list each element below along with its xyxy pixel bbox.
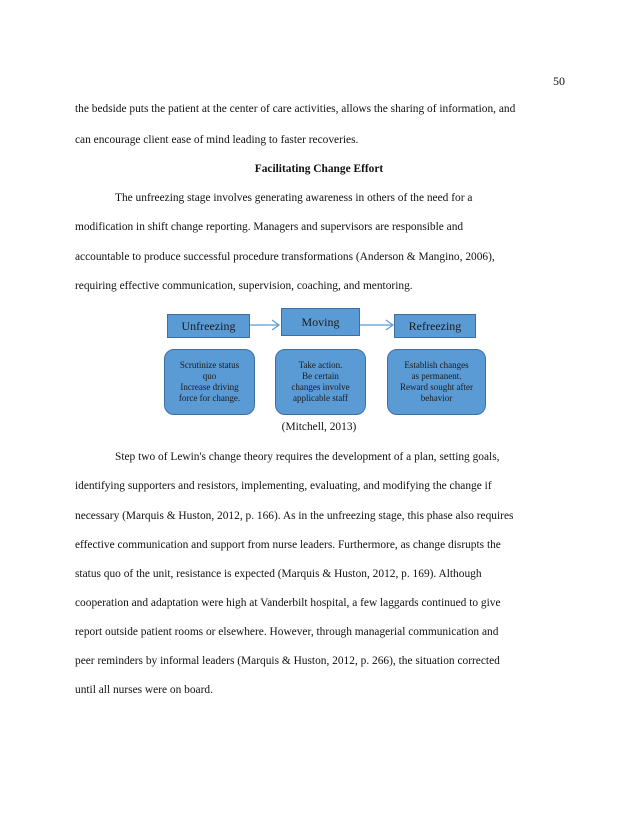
stage-refreezing: Refreezing (394, 314, 476, 338)
figure-caption: (Mitchell, 2013) (281, 421, 357, 433)
detail-refreezing: Establish changes as permanent. Reward sought after behavior (387, 349, 486, 415)
paragraph-line: accountable to produce successful procedure transformations (Anderson & Mangino, 2006), (75, 251, 495, 263)
paragraph-line: Step two of Lewin's change theory requires the development of a plan, setting goals, (115, 451, 500, 463)
paragraph-line: report outside patient rooms or elsewhere. However, through managerial communication and (75, 626, 499, 638)
paragraph-line: peer reminders by informal leaders (Marquis & Huston, 2012, p. 266), the situation corrected (75, 655, 500, 667)
paragraph-line: modification in shift change reporting. Managers and supervisors are responsible and (75, 221, 464, 233)
paragraph-line: necessary (Marquis & Huston, 2012, p. 166). As in the unfreezing stage, this phase also requires (75, 510, 514, 522)
paragraph-line: The unfreezing stage involves generating awareness in others of the need for a (115, 192, 473, 204)
intro-line: the bedside puts the patient at the center of care activities, allows the sharing of information, and (75, 103, 516, 115)
section-heading: Facilitating Change Effort (254, 163, 384, 175)
detail-moving: Take action. Be certain changes involve applicable staff (275, 349, 366, 415)
stage-unfreezing: Unfreezing (167, 314, 250, 338)
intro-line: can encourage client ease of mind leading to faster recoveries. (75, 134, 359, 146)
stage-moving: Moving (281, 308, 360, 336)
paragraph-line: until all nurses were on board. (75, 684, 213, 696)
paragraph-line: effective communication and support from nurse leaders. Furthermore, as change disrupts the (75, 539, 501, 551)
paragraph-line: cooperation and adaptation were high at Vanderbilt hospital, a few laggards continued to give (75, 597, 501, 609)
paragraph-line: requiring effective communication, supervision, coaching, and mentoring. (75, 280, 413, 292)
paragraph-line: identifying supporters and resistors, implementing, evaluating, and modifying the change if (75, 480, 492, 492)
paragraph-line: status quo of the unit, resistance is expected (Marquis & Huston, 2012, p. 169). Although (75, 568, 482, 580)
page-number: 50 (553, 74, 565, 88)
detail-unfreezing: Scrutinize status quo Increase driving force for change. (164, 349, 255, 415)
